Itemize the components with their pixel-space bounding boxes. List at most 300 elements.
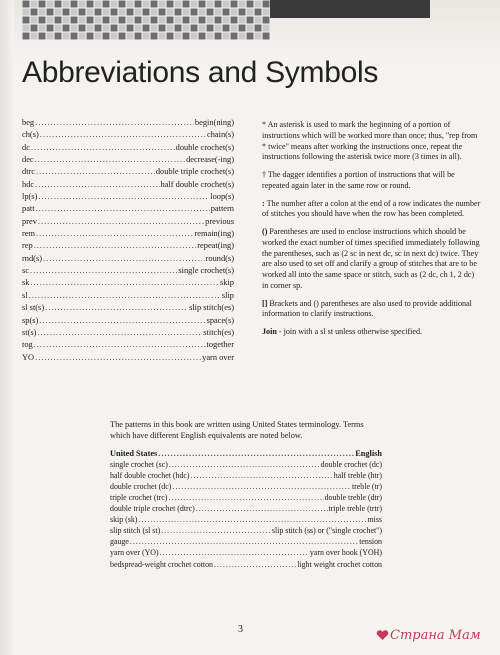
checker-square [142,32,150,40]
abbreviation-meaning: double crochet(s) [175,142,234,152]
checker-square [254,8,262,16]
checker-square [166,0,174,8]
checker-square [134,16,142,24]
leader-dots [35,179,159,191]
abbreviation-row [22,265,234,277]
checker-square [118,24,126,32]
checker-square [78,0,86,8]
abbreviation: ch(s) [22,130,39,140]
checker-square [126,8,134,16]
us-term: double triple crochet (dtrc) [110,504,195,514]
abbreviation-row [22,253,234,265]
english-term: double treble (dtr) [324,492,382,502]
leader-dots [158,448,354,459]
checker-square [158,24,166,32]
checker-square [230,8,238,16]
checker-square [166,8,174,16]
terminology-section [110,420,382,570]
checker-square [142,16,150,24]
checker-square [254,24,262,32]
abbreviation-row [22,179,234,191]
terminology-row [110,459,382,470]
checker-square [70,24,78,32]
abbreviation: tog [22,340,33,350]
leader-dots [39,315,205,327]
abbreviation-meaning: pattern [210,204,234,214]
leader-dots [34,240,197,252]
terminology-row [110,492,382,503]
checker-square [54,8,62,16]
abbreviation: prev [22,216,37,226]
checker-square [110,32,118,40]
colon-text: The number after a colon at the end of a row indicates the number of stitches you should have when the row has been completed. [262,198,481,219]
checker-square [206,32,214,40]
abbreviation-row [22,142,234,154]
page-number: 3 [238,624,243,635]
leader-dots [36,203,210,215]
checker-square [78,8,86,16]
checker-square [206,8,214,16]
checker-pattern-decoration [22,0,270,44]
checker-square [70,32,78,40]
note-colon [262,199,482,221]
checker-square [182,8,190,16]
checker-square [102,8,110,16]
checker-square [78,24,86,32]
checker-square [22,32,30,40]
abbreviation-meaning: double triple crochet(s) [155,167,234,177]
checker-square [198,32,206,40]
checker-square [142,0,150,8]
checker-square [238,0,246,8]
abbreviation-row [22,352,234,364]
checker-square [70,16,78,24]
us-term: bedspread-weight crochet cotton [110,559,213,569]
checker-square [158,32,166,40]
leader-dots [138,514,366,525]
checker-square [118,8,126,16]
checker-square [142,24,150,32]
abbreviation: beg [22,118,35,127]
leader-dots [160,547,309,558]
checker-square [110,16,118,24]
checker-square [174,24,182,32]
page-binding-shade [0,0,14,655]
checker-square [118,32,126,40]
abbreviation-row [22,277,234,289]
parentheses-text: Parentheses are used to enclose instructions which should be worked the exact number of times specified immediately following the parentheses, such as (2 sc in next dc, sc in next dc) twice. They are also used to set off and clarify a group of stitches that are to be worked all into the same space or stitch, such as (2 dc, ch 1, 2 dc) in corner sp. [262,227,480,290]
abbreviation: patt [22,204,35,214]
checker-square [54,24,62,32]
terminology-row [110,470,382,481]
checker-square [222,16,230,24]
us-term: gauge [110,537,129,547]
checker-square [118,16,126,24]
checker-square [182,0,190,8]
checker-square [198,24,206,32]
english-term: miss [367,515,382,525]
checker-square [62,24,70,32]
abbreviation-meaning: chain(s) [207,130,234,140]
checker-square [174,32,182,40]
leader-dots [35,352,201,364]
english-term: tension [359,537,382,547]
leader-dots [191,470,333,481]
abbreviation: rem [22,229,36,239]
checker-square [238,32,246,40]
header-dark-bar [270,0,430,18]
checker-square [246,32,254,40]
checker-square [174,16,182,24]
abbreviation: hdc [22,179,35,189]
abbreviation-row [22,129,234,141]
page-title: Abbreviations and Symbols [22,56,379,89]
checker-square [46,24,54,32]
leader-dots [214,559,296,570]
checker-square [230,32,238,40]
abbreviation-meaning: yarn over [202,352,234,362]
checker-square [22,16,30,24]
abbreviation-row [22,154,234,166]
abbreviation-row [22,315,234,327]
watermark-logo-icon [376,630,389,641]
checker-square [102,0,110,8]
checker-square [54,0,62,8]
checker-square [30,32,38,40]
checker-square [254,32,262,40]
parentheses-symbol: () [262,227,268,236]
us-term: single crochet (sc) [110,459,168,469]
checker-square [46,16,54,24]
checker-square [126,0,134,8]
checker-square [166,32,174,40]
checker-square [190,8,198,16]
checker-square [38,8,46,16]
header-us: United States [110,448,158,458]
checker-square [126,32,134,40]
checker-square [46,0,54,8]
checker-square [238,8,246,16]
checker-square [134,0,142,8]
checker-square [62,0,70,8]
checker-square [46,8,54,16]
abbreviation-row [22,290,234,302]
checker-square [126,16,134,24]
leader-dots [172,481,351,492]
checker-square [230,16,238,24]
checker-square [190,16,198,24]
leader-dots [45,302,188,314]
leader-dots [36,166,155,178]
checker-square [134,32,142,40]
checker-square [30,24,38,32]
checker-square [150,24,158,32]
us-term: half double crochet (hdc) [110,470,190,480]
checker-square [110,24,118,32]
checker-square [22,24,30,32]
checker-square [198,8,206,16]
checker-square [230,24,238,32]
checker-square [246,8,254,16]
abbreviation-row [22,191,234,203]
abbreviation: lp(s) [22,192,38,202]
abbreviation-row [22,166,234,178]
checker-square [150,0,158,8]
english-term: treble (tr) [351,481,382,491]
leader-dots [31,142,175,154]
abbreviation-row [22,327,234,339]
checker-square [70,8,78,16]
checker-square [190,32,198,40]
checker-square [110,0,118,8]
checker-square [214,16,222,24]
note-parentheses [262,227,482,292]
abbreviation-meaning: slip stitch(es) [189,303,234,313]
abbreviation-row [22,302,234,314]
symbols-notes [262,120,482,345]
checker-square [30,0,38,8]
leader-dots [38,191,209,203]
checker-square [62,8,70,16]
join-text: - join with a sl st unless otherwise specified. [276,327,423,336]
abbreviation-meaning: loop(s) [210,192,234,202]
abbreviation: dc [22,142,30,152]
abbreviation: dec [22,155,34,165]
checker-square [158,0,166,8]
checker-square [110,8,118,16]
checker-square [254,0,262,8]
join-label: Join [262,327,277,336]
abbreviation-row [22,228,234,240]
header-en: English [355,448,382,458]
abbreviation-meaning: skip [220,278,234,288]
terminology-row [110,503,382,514]
abbreviations-list [22,117,234,364]
checker-square [38,32,46,40]
abbreviation-meaning: begin(ning) [194,118,234,127]
leader-dots [169,459,320,470]
english-term: double crochet (dc) [320,459,382,469]
checker-square [126,24,134,32]
checker-square [262,8,270,16]
terminology-rows [110,459,382,570]
checker-square [94,0,102,8]
note-brackets [262,299,482,321]
us-term: double crochet (dc) [110,481,172,491]
checker-square [198,0,206,8]
checker-square [182,24,190,32]
checker-square [38,24,46,32]
abbreviation-row [22,203,234,215]
abbreviation-meaning: single crochet(s) [178,266,234,276]
abbreviation-row [22,339,234,351]
checker-square [78,16,86,24]
checker-square [214,32,222,40]
checker-square [222,32,230,40]
terminology-row [110,559,382,570]
leader-dots [168,492,323,503]
checker-square [62,32,70,40]
abbreviation: sp(s) [22,315,39,325]
checker-square [54,32,62,40]
abbreviation-meaning: slip [221,290,234,300]
checker-square [230,0,238,8]
checker-square [262,32,270,40]
watermark: Страна Мам [390,628,481,643]
leader-dots [161,525,271,536]
abbreviation: sk [22,278,30,288]
english-term: half treble (htr) [333,470,382,480]
abbreviation-row [22,216,234,228]
us-term: yarn over (YO) [110,548,159,558]
note-asterisk: * An asterisk is used to mark the beginning of a portion of instructions which will be worked more than once; thus, "rep from * twice" means after working the instructions once, repeat the instructions following the asterisk twice more (3 times in all). [262,120,478,162]
checker-square [206,24,214,32]
leader-dots [34,339,206,351]
checker-square [198,16,206,24]
checker-square [166,24,174,32]
checker-square [174,0,182,8]
checker-square [86,0,94,8]
note-join [262,327,482,338]
us-term: triple crochet (trc) [110,492,168,502]
leader-dots [130,536,358,547]
checker-square [262,24,270,32]
abbreviation: rnd(s) [22,253,43,263]
checker-square [262,16,270,24]
checker-square [206,0,214,8]
checker-square [22,8,30,16]
abbreviation-meaning: together [206,340,234,350]
checker-square [94,8,102,16]
checker-square [22,0,30,8]
abbreviation-meaning: remain(ing) [194,229,234,239]
checker-square [190,24,198,32]
terminology-intro: The patterns in this book are written using United States terminology. Terms which have different English equivalents are noted below. [110,420,364,440]
checker-square [166,16,174,24]
checker-square [86,8,94,16]
checker-square [134,24,142,32]
checker-square [142,8,150,16]
checker-square [206,16,214,24]
checker-square [134,8,142,16]
checker-square [254,16,262,24]
checker-square [30,8,38,16]
checker-square [54,16,62,24]
leader-dots [36,228,193,240]
english-term: light weight crochet cotton [297,559,382,569]
checker-square [238,16,246,24]
abbreviation-meaning: half double crochet(s) [160,179,234,189]
abbreviation: sc [22,266,29,276]
checker-square [150,8,158,16]
checker-square [102,24,110,32]
checker-square [150,32,158,40]
leader-dots [40,129,206,141]
abbreviation-meaning: previous [205,216,234,226]
us-term: slip stitch (sl st) [110,526,161,536]
abbreviation: dtrc [22,167,36,177]
checker-square [94,24,102,32]
checker-square [94,16,102,24]
checker-square [214,24,222,32]
abbreviation-meaning: decrease(-ing) [186,155,234,165]
abbreviation-row [22,240,234,252]
checker-square [182,16,190,24]
terminology-row [110,525,382,536]
checker-square [262,0,270,8]
checker-square [38,0,46,8]
checker-square [246,16,254,24]
english-term: slip stitch (ss) or ("single crochet") [271,526,382,536]
checker-square [78,32,86,40]
checker-square [246,0,254,8]
checker-square [70,0,78,8]
checker-square [222,8,230,16]
terminology-row [110,536,382,547]
terminology-row [110,547,382,558]
english-term: triple treble (trtr) [328,504,382,514]
brackets-text: Brackets and () parentheses are also used to provide additional information to clarify instructions. [262,298,472,319]
checker-square [222,24,230,32]
checker-square [38,16,46,24]
abbreviation: rep [22,241,33,251]
leader-dots [35,117,194,129]
leader-dots [29,290,221,302]
abbreviation: sl [22,290,28,300]
leader-dots [37,327,202,339]
checker-square [62,16,70,24]
checker-square [222,0,230,8]
checker-square [86,32,94,40]
checker-square [158,16,166,24]
checker-square [118,0,126,8]
abbreviation-row [22,117,234,129]
abbreviation: YO [22,352,35,362]
abbreviation-meaning: repeat(ing) [197,241,234,251]
leader-dots [35,154,185,166]
checker-square [46,32,54,40]
english-term: yarn over hook (YOH) [309,548,382,558]
leader-dots [30,277,219,289]
checker-square [102,32,110,40]
checker-square [214,0,222,8]
checker-square [246,24,254,32]
colon-symbol: : [262,198,265,208]
abbreviation-meaning: round(s) [205,253,234,263]
checker-square [174,8,182,16]
abbreviation: st(s) [22,327,37,337]
abbreviation-meaning: stitch(es) [203,327,234,337]
checker-square [30,16,38,24]
leader-dots [196,503,328,514]
us-term: skip (sk) [110,515,138,525]
terminology-row [110,481,382,492]
checker-square [214,8,222,16]
abbreviation-meaning: space(s) [206,315,234,325]
leader-dots [30,265,177,277]
brackets-symbol: [] [262,298,270,308]
checker-square [190,0,198,8]
checker-square [94,32,102,40]
checker-square [150,16,158,24]
note-dagger: † The dagger identifies a portion of instructions that will be repeated again later in the same row or round. [262,170,455,190]
checker-square [182,32,190,40]
checker-square [102,16,110,24]
checker-square [86,16,94,24]
terminology-header [110,448,382,459]
terminology-row [110,514,382,525]
abbreviation: sl st(s) [22,303,45,313]
